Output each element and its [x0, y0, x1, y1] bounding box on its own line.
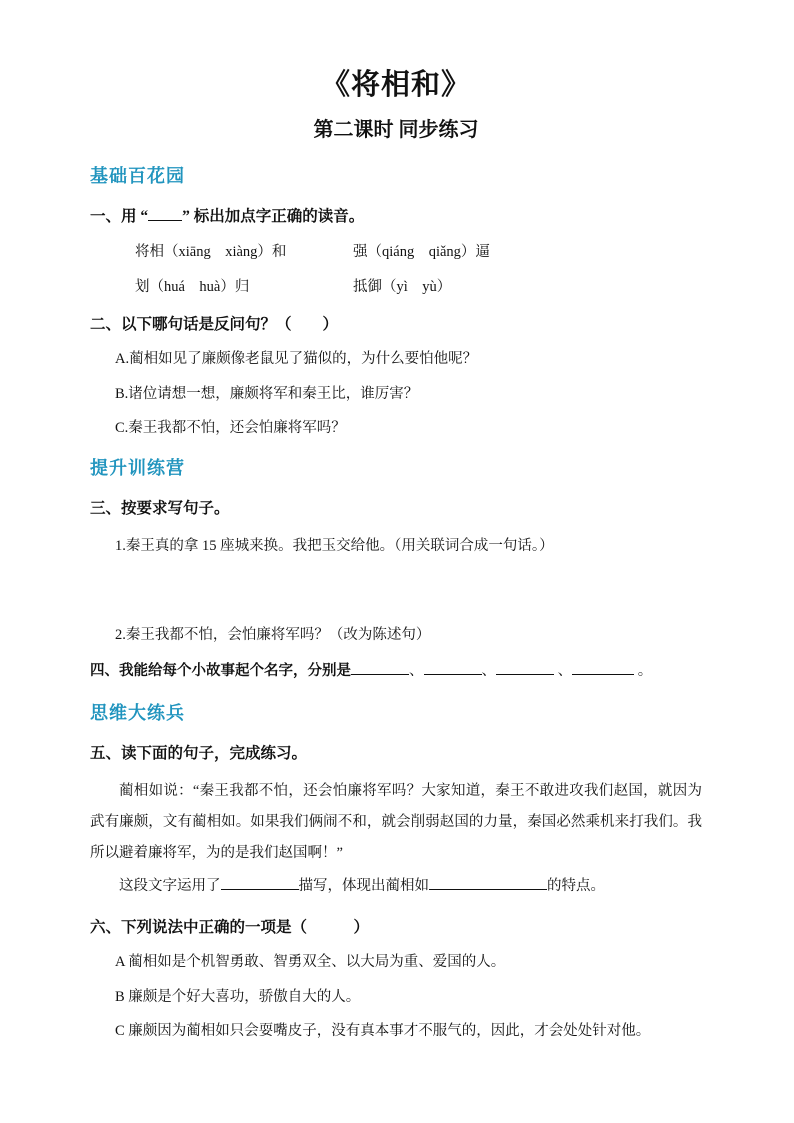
- question-6-stem: 六、下列说法中正确的一项是（ ）: [90, 918, 370, 936]
- q5-fill-post: 的特点。: [547, 878, 605, 895]
- question-4: [90, 660, 702, 683]
- q1-stem-post: ” 标出加点字正确的读音。: [182, 208, 365, 225]
- q1-item-qiangbi: 强（qiáng qiǎng）逼: [353, 243, 490, 260]
- q5-fill-line: [90, 875, 702, 898]
- q1-item-diyu: 抵御（yì yù）: [353, 278, 452, 295]
- q6-option-c: C 廉颇因为蔺相如只会耍嘴皮子，没有真本事才不服气的，因此，才会处处针对他。: [115, 1022, 651, 1039]
- question-1-stem: [90, 206, 702, 228]
- q4-ending: 。: [637, 662, 653, 679]
- q4-blank-1: [351, 660, 409, 675]
- q5-fill-pre: 这段文字运用了: [119, 878, 221, 895]
- q1-item-jiangxiang: 将相（xiāng xiàng）和: [135, 243, 287, 260]
- q6-option-b: B 廉颇是个好大喜功，骄傲自大的人。: [115, 988, 361, 1005]
- q6-option-a: A 蔺相如是个机智勇敢、智勇双全、以大局为重、爱国的人。: [115, 954, 506, 971]
- q4-blank-4: [572, 660, 634, 675]
- q1-row: [135, 275, 702, 296]
- q1-row: [135, 240, 702, 261]
- q4-stem: 四、我能给每个小故事起个名字，分别是: [90, 662, 351, 679]
- q5-blank-1: [221, 875, 299, 890]
- section-heading-thinking: 思维大练兵: [90, 702, 185, 723]
- q5-passage: 蔺相如说：“秦王我都不怕，还会怕廉将军吗？大家知道，秦王不敢进攻我们赵国，就因为武有廉颇，文有蔺相如。如果我们俩闹不和，就会削弱赵国的力量，秦国必然乘机来打我们。我所以避着廉将军，为的是我们赵国啊！”: [90, 783, 702, 862]
- q2-option-b: B.诸位请想一想，廉颇将军和秦王比，谁厉害？: [115, 385, 419, 402]
- q1-inline-blank: [148, 206, 182, 221]
- q5-blank-2: [429, 875, 547, 890]
- q4-separator: 、: [409, 662, 424, 679]
- page-subtitle: 第二课时 同步练习: [313, 119, 479, 141]
- q3-answer-space: [90, 565, 702, 609]
- q4-blank-3: [496, 660, 554, 675]
- q2-option-c: C.秦王我都不怕，还会怕廉将军吗？: [115, 419, 346, 436]
- question-2-stem: 二、以下哪句话是反问句？（ ）: [90, 315, 339, 333]
- q3-item-2: 2.秦王我都不怕，会怕廉将军吗？（改为陈述句）: [115, 626, 431, 643]
- q3-item-1: 1.秦王真的拿 15 座城来换。我把玉交给他。（用关联词合成一句话。）: [115, 537, 554, 554]
- q1-stem-pre: 一、用 “: [90, 208, 149, 225]
- q5-fill-mid: 描写，体现出蔺相如: [298, 878, 429, 895]
- question-3-stem: 三、按要求写句子。: [90, 500, 230, 518]
- section-heading-basics: 基础百花园: [90, 166, 185, 186]
- q4-separator: 、: [557, 662, 573, 679]
- section-heading-advanced: 提升训练营: [90, 458, 185, 479]
- q2-option-a: A.蔺相如见了廉颇像老鼠见了猫似的，为什么要怕他呢？: [115, 351, 478, 368]
- q4-blank-2: [424, 660, 482, 675]
- q1-item-huagui: 划（huá huà）归: [135, 278, 250, 295]
- q4-separator: 、: [481, 662, 496, 679]
- page-title: 《将相和》: [320, 69, 471, 101]
- question-5-stem: 五、读下面的句子，完成练习。: [90, 744, 308, 762]
